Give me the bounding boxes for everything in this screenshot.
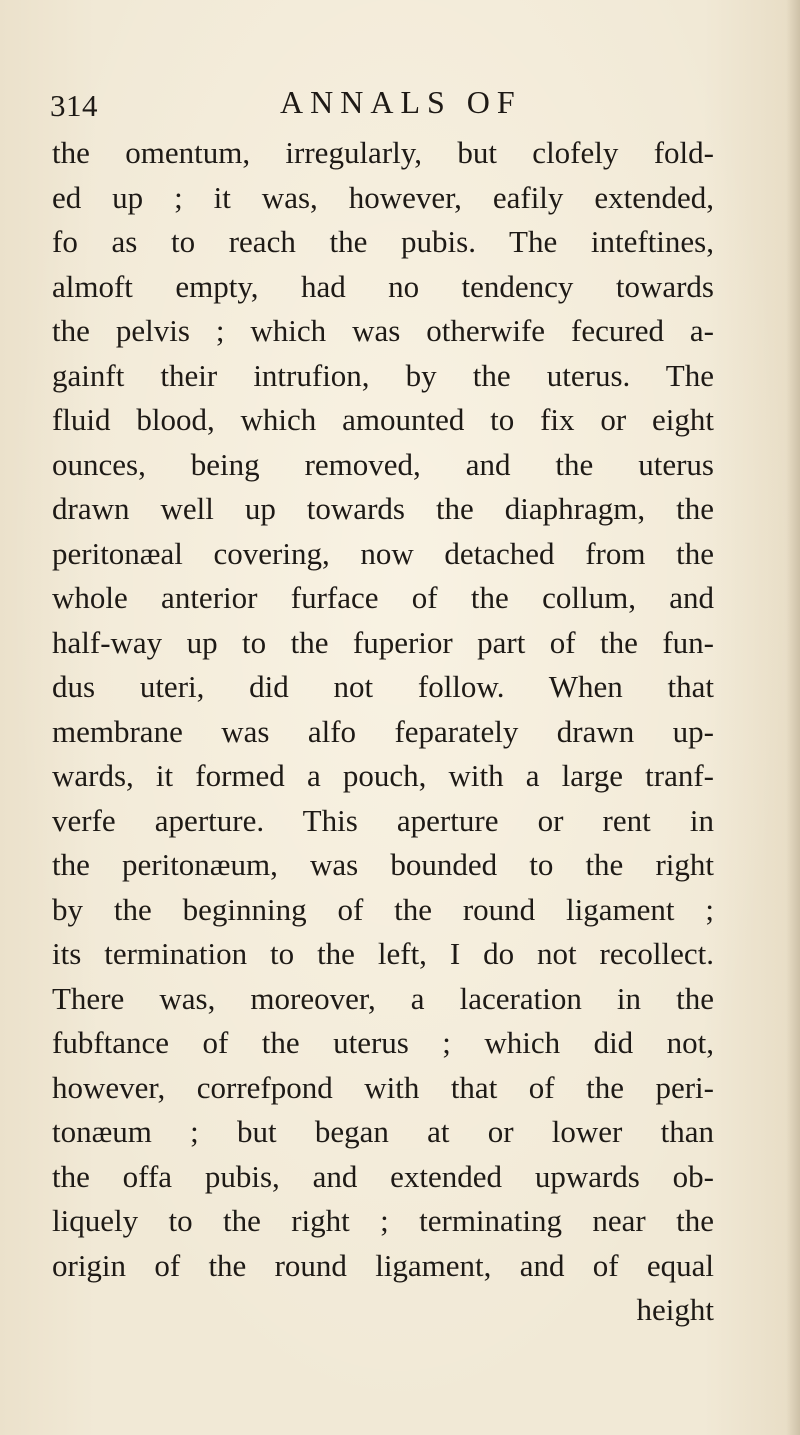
text-line: dus uteri, did not follow. When that: [52, 669, 714, 704]
text-line: the pelvis ; which was otherwife fecured a-: [52, 313, 714, 348]
page-edge-shadow: [786, 0, 800, 1435]
text-line: almoft empty, had no tendency towards: [52, 268, 714, 304]
text-line: fluid blood, which amounted to fix or eight: [52, 402, 714, 437]
text-line: tonæum ; but began at or lower than: [52, 1114, 714, 1149]
text-line: fubftance of the uterus ; which did not,: [52, 1025, 714, 1060]
text-line: the peritonæum, was bounded to the right: [52, 847, 714, 882]
text-line: gainft their intrufion, by the uterus. The: [52, 357, 714, 393]
text-line: the omentum, irregularly, but clofely fold-: [52, 135, 714, 170]
text-line: the offa pubis, and extended upwards ob-: [52, 1158, 714, 1194]
text-line: wards, it formed a pouch, with a large tranf-: [52, 758, 714, 793]
text-line: by the beginning of the round ligament ;: [52, 891, 714, 927]
text-line: peritonæal covering, now detached from the: [52, 535, 714, 571]
text-line: ed up ; it was, however, eafily extended,: [52, 179, 714, 215]
text-line: its termination to the left, I do not recollect.: [52, 936, 714, 971]
text-line: verfe aperture. This aperture or rent in: [52, 802, 714, 838]
body-text: [52, 131, 714, 1333]
text-line: ounces, being removed, and the uterus: [52, 446, 714, 482]
text-line: membrane was alfo feparately drawn up-: [52, 713, 714, 749]
text-line: however, correfpond with that of the peri-: [52, 1069, 714, 1105]
text-line: half-way up to the fuperior part of the fun-: [52, 624, 714, 660]
text-line: There was, moreover, a laceration in the: [52, 980, 714, 1016]
page-number: 314: [50, 88, 98, 123]
text-line: origin of the round ligament, and of equal: [52, 1247, 714, 1283]
text-line: drawn well up towards the diaphragm, the: [52, 491, 714, 526]
page-header: [50, 78, 710, 128]
catchword: height: [636, 1292, 714, 1327]
text-line: liquely to the right ; terminating near the: [52, 1203, 714, 1238]
text-line: fo as to reach the pubis. The inteftines,: [52, 224, 714, 259]
running-head: ANNALS OF: [280, 84, 522, 120]
text-line: whole anterior furface of the collum, and: [52, 580, 714, 615]
